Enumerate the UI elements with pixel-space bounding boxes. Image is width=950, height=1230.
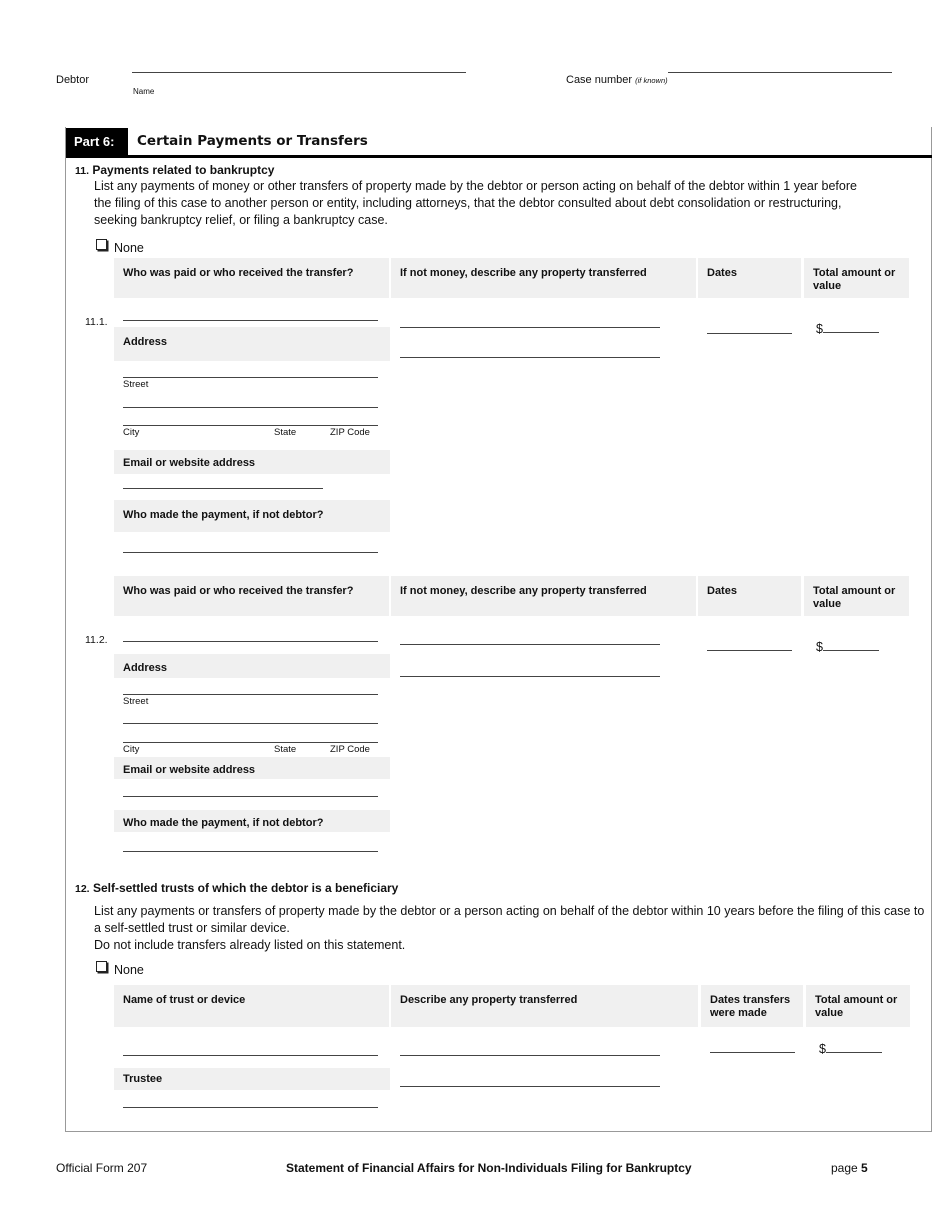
zip-caption: ZIP Code [330, 744, 370, 755]
col-who-header: Who was paid or who received the transfer? [114, 576, 389, 616]
payee-name-field[interactable] [123, 641, 378, 642]
property-field-2[interactable] [400, 357, 660, 358]
col-trust-name-header: Name of trust or device [114, 985, 389, 1027]
trust-name-field[interactable] [123, 1055, 378, 1056]
col-dates-header: Dates transfers were made [701, 985, 803, 1027]
col-total-header: Total amount or value [804, 258, 909, 298]
who-made-field[interactable] [123, 552, 378, 553]
street-field[interactable] [123, 377, 378, 378]
footer-page: page 5 [831, 1161, 868, 1175]
col-property-header: If not money, describe any property transferred [391, 258, 696, 298]
col-dates-header: Dates [698, 576, 801, 616]
trust-property-field-1[interactable] [400, 1055, 660, 1056]
case-number-label: Case number (if known) [566, 74, 668, 86]
email-label: Email or website address [123, 457, 256, 469]
state-caption: State [274, 744, 297, 755]
street-caption: Street [123, 379, 149, 390]
section11-heading: 11. Payments related to bankruptcy [75, 163, 275, 177]
who-made-field[interactable] [123, 851, 378, 852]
section11-none-checkbox[interactable] [96, 239, 107, 250]
col-total-header: Total amount or value [804, 576, 909, 616]
col-total-header: Total amount or value [806, 985, 910, 1027]
part-rule [66, 155, 932, 158]
dates-field[interactable] [707, 333, 792, 334]
debtor-label: Debtor [56, 74, 90, 86]
property-field-1[interactable] [400, 327, 660, 328]
section12-description: List any payments or transfers of property made by the debtor or a person acting on behalf of the debtor within 10 years before the filing of this case to a self-settled trust or similar device. [94, 904, 925, 935]
dates-field[interactable] [707, 650, 792, 651]
city-field[interactable] [123, 425, 378, 426]
col-dates-header: Dates [698, 258, 801, 298]
email-field[interactable] [123, 796, 378, 797]
property-field-1[interactable] [400, 644, 660, 645]
state-caption: State [274, 427, 297, 438]
street2-field[interactable] [123, 407, 378, 408]
section11-description: List any payments of money or other transfers of property made by the debtor or person acting on behalf of the debtor within 1 year before the filing of this case to another person or entity, including attorneys, that the debtor consulted about debt consolidation or restructuring, seeking bankruptcy relief, or filing a bankruptcy case. [94, 179, 857, 227]
zip-caption: ZIP Code [330, 427, 370, 438]
property-field-2[interactable] [400, 676, 660, 677]
payee-name-field[interactable] [123, 320, 378, 321]
city-caption: City [123, 744, 140, 755]
debtor-name-field[interactable] [132, 72, 466, 73]
trust-property-field-2[interactable] [400, 1086, 660, 1087]
address-label: Address [123, 662, 168, 674]
address-label: Address [123, 336, 168, 348]
total-amount-field[interactable]: $ [816, 640, 879, 654]
who-made-label: Who made the payment, if not debtor? [123, 509, 324, 521]
total-amount-field[interactable]: $ [816, 322, 879, 336]
entry-number: 11.2. [85, 634, 108, 646]
street-field[interactable] [123, 694, 378, 695]
city-caption: City [123, 427, 140, 438]
col-who-header: Who was paid or who received the transfer? [114, 258, 389, 298]
section12-heading: 12. Self-settled trusts of which the debtor is a beneficiary [75, 881, 399, 895]
section12-none-label: None [114, 963, 144, 977]
who-made-label: Who made the payment, if not debtor? [123, 817, 324, 829]
entry-number: 11.1. [85, 316, 108, 328]
col-property-header: Describe any property transferred [391, 985, 698, 1027]
case-number-field[interactable] [668, 72, 892, 73]
trustee-label: Trustee [123, 1073, 163, 1085]
street-caption: Street [123, 696, 149, 707]
email-label: Email or website address [123, 764, 256, 776]
trust-dates-field[interactable] [710, 1052, 795, 1053]
trust-total-field[interactable]: $ [819, 1042, 882, 1056]
city-field[interactable] [123, 742, 378, 743]
section11-none-label: None [114, 241, 144, 255]
street2-field[interactable] [123, 723, 378, 724]
footer-title: Statement of Financial Affairs for Non-Individuals Filing for Bankruptcy [286, 1161, 692, 1175]
section12-note: Do not include transfers already listed on this statement. [94, 938, 406, 952]
trustee-field[interactable] [123, 1107, 378, 1108]
part-tag: Part 6: [66, 128, 128, 156]
email-field[interactable] [123, 488, 323, 489]
col-property-header: If not money, describe any property transferred [391, 576, 696, 616]
section12-none-checkbox[interactable] [96, 961, 107, 972]
part-title: Certain Payments or Transfers [137, 133, 368, 149]
name-caption: Name [133, 87, 155, 96]
footer-form: Official Form 207 [56, 1161, 148, 1175]
